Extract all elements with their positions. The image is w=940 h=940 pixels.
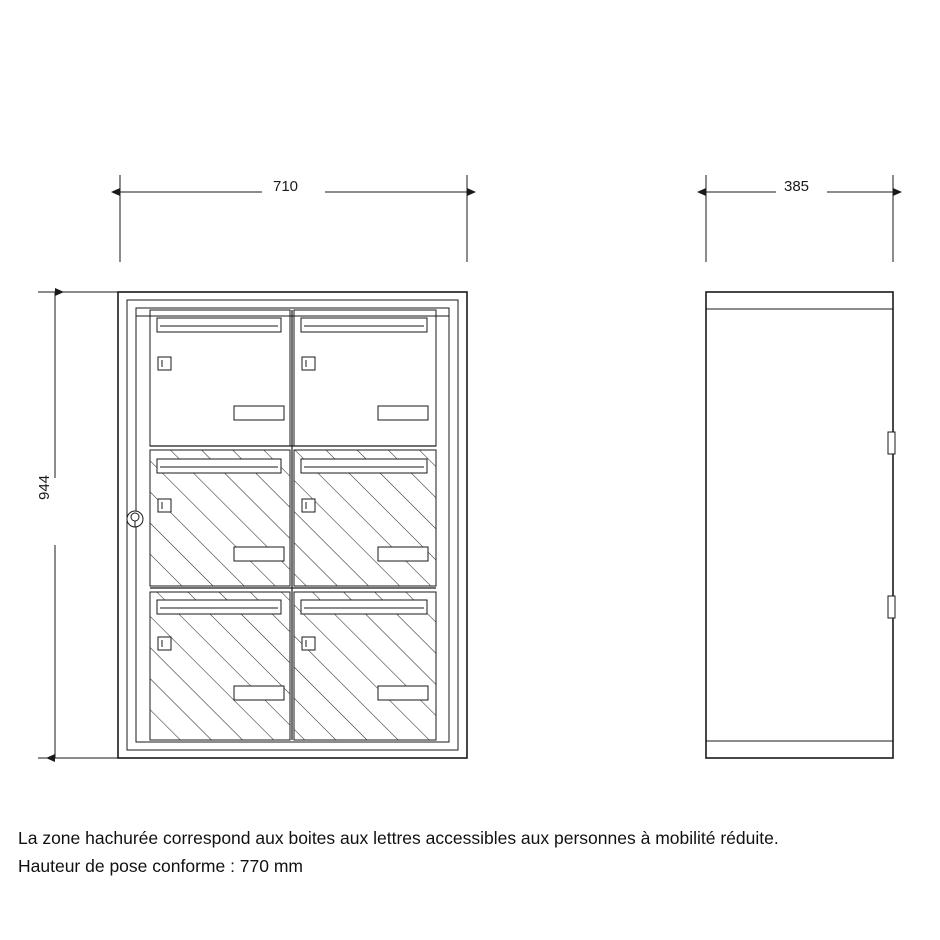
side-view [706,292,895,758]
mailbox-door-1-2 [294,310,436,446]
mailbox-door-3-1 [150,592,290,740]
mailbox-door-2-1 [150,450,290,586]
mailbox-door-2-2 [294,450,436,586]
note-line-hauteur: Hauteur de pose conforme : 770 mm [18,856,304,876]
height-dimension-label: 944 [36,474,53,500]
notes-block [18,824,928,880]
depth-dimension-label: 385 [784,178,810,195]
note-line-pmr: La zone hachurée correspond aux boites aux lettres accessibles aux personnes à mobilité réduite. [18,828,779,848]
front-view [118,292,467,758]
width-dimension-label: 710 [273,178,299,195]
lock-icon [127,511,143,527]
mailbox-door-3-2 [294,592,436,740]
mailbox-door-1-1 [150,310,290,446]
height-dimension [38,292,118,758]
